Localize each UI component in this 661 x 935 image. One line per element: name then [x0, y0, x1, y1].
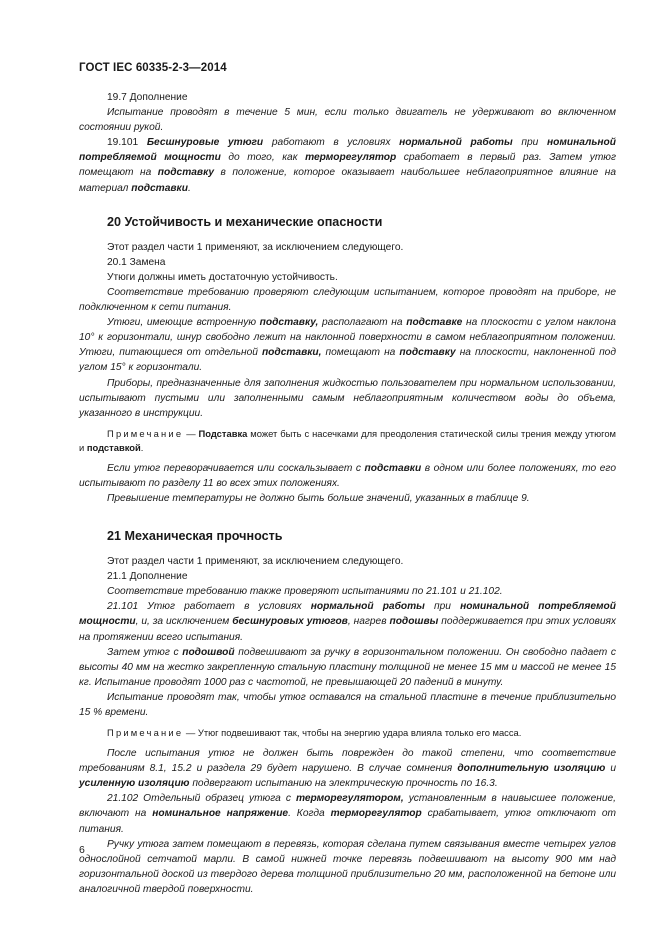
note-text: может быть с насечками для преодоления статической силы трения между утюгом и — [79, 427, 616, 453]
clause-text: при — [424, 601, 461, 613]
clause-text: поддерживается при этих условиях на протяжении всего испытания. — [79, 616, 617, 643]
note-text: Утюг подвешивают так, чтобы на энергию удара влияла только его масса. — [197, 727, 522, 739]
section-20-title: 20 Устойчивость и механические опасности — [107, 214, 383, 229]
liquid-filled-appliances-text — [79, 376, 616, 421]
clause-text: 21.1 Дополнение — [107, 571, 188, 583]
clause-text: на плоскости, наклоненной под углом 15° к горизонтали. — [79, 347, 616, 374]
clause-text: Если утюг переворачивается или соскальзывает с — [107, 462, 365, 474]
clause-text: сработает в первый раз. Затем утюг помещают на — [79, 152, 616, 179]
clause-text — [79, 137, 616, 193]
standard-title: ГОСТ IEC 60335-2-3—2014 — [79, 62, 227, 74]
drop-test-text — [79, 645, 616, 690]
clause-19-101 — [79, 135, 616, 195]
clause-text: располагают на — [318, 317, 407, 329]
clause-text: После испытания утюг не должен быть поврежден до такой степени, что соответствие требованиям 8.1, 15.2 и раздела 29 будет нарушено. В случае сомнения — [79, 748, 616, 775]
clause-text: помещают на — [321, 347, 400, 359]
note-dash: — — [183, 727, 198, 739]
clause-text: при — [512, 137, 547, 149]
term: Бесшнуровые утюги — [146, 137, 264, 149]
note-stand — [79, 427, 616, 455]
term: нормальной работы — [310, 601, 425, 613]
clause-text: в одном или более положениях, то его испытывают по разделу 11 во всех этих положениях. — [79, 462, 616, 489]
note-label: Примечание — [107, 427, 184, 439]
term: терморегулятором, — [295, 793, 404, 805]
clause-text: 21.101 Утюг работает в условиях — [107, 601, 311, 613]
term: усиленную изоляцию — [79, 778, 190, 790]
clause-text: Испытание проводят в течение 5 мин, если только двигатель не удерживают во включенном состоянии рукой. — [79, 107, 616, 134]
section-20-intro — [79, 240, 616, 255]
term: терморегулятор — [330, 808, 422, 820]
term: подставки — [131, 182, 188, 194]
note-dash: — — [183, 427, 199, 439]
clause-text: , и, за исключением — [135, 616, 233, 628]
clause-text: 20.1 Замена — [107, 256, 166, 268]
term: подставки — [364, 462, 422, 474]
term: Подставка — [198, 427, 248, 439]
clause-text: 19.7 Дополнение — [107, 92, 188, 103]
term: номинальное напряжение — [152, 808, 289, 820]
term: нормальной работы — [399, 137, 513, 149]
clause-text: Утюги, имеющие встроенную — [107, 317, 260, 329]
clause-21-1-heading — [79, 569, 616, 584]
term: подставку, — [259, 317, 319, 329]
term: подставки, — [261, 347, 322, 359]
clause-text: в положение, которое оказывает наибольшее неблагоприятное влияние на материал — [79, 167, 617, 194]
clause-text: Соответствие требованию также проверяют испытаниями по 21.101 и 21.102. — [107, 586, 503, 598]
term: бесшнуровых утюгов — [232, 616, 348, 628]
drop-test-duration-text — [79, 690, 616, 720]
document-body — [79, 90, 616, 897]
clause-21-102 — [79, 791, 616, 836]
term: подставку — [157, 167, 215, 179]
clause-19-7-text — [79, 105, 616, 135]
clause-21-1-text — [79, 584, 616, 599]
clause-text: до того, как — [220, 152, 306, 164]
clause-text: подвергают испытанию на электрическую прочность по 16.3. — [189, 778, 498, 790]
clause-text: Затем утюг с — [107, 646, 183, 658]
term: подставке — [406, 317, 463, 329]
term: терморегулятор — [305, 152, 397, 164]
section-21-intro — [79, 554, 616, 569]
clause-text: 21.102 Отдельный образец утюга с — [107, 793, 296, 805]
stability-test-text — [79, 315, 616, 375]
clause-text: Испытание проводят так, чтобы утюг оставался на стальной пластине в течение приблизительно 15 % времени. — [79, 691, 616, 718]
clause-text: 19.101 — [107, 137, 147, 149]
term: подставку — [399, 347, 456, 359]
note-text: . — [140, 441, 144, 453]
clause-text: работают в условиях — [263, 137, 400, 149]
clause-text: установленным в наивысшее положение, включают на — [79, 793, 617, 820]
clause-text: . Когда — [288, 808, 331, 820]
clause-text: на плоскости с углом наклона 10° к горизонтали, шнур свободно лежит на наклонной поверхности в самом неблагоприятном положении. Утюги, питающиеся от отдельной — [79, 317, 617, 359]
overturn-text — [79, 461, 616, 491]
clause-text: , нагрев — [347, 616, 390, 628]
page-number: 6 — [79, 844, 85, 856]
handle-sling-text — [79, 837, 616, 897]
term: номинальной потребляемой мощности — [79, 137, 617, 164]
clause-text: Превышение температуры не должно быть больше значений, указанных в таблице 9. — [107, 492, 530, 504]
term: подставкой — [86, 441, 141, 453]
clause-text: Соответствие требованию проверяют следующим испытанием, которое проводят на приборе, не подключенном к сети питания. — [79, 286, 616, 314]
note-suspension — [79, 726, 616, 740]
term: подошвой — [182, 646, 235, 658]
clause-text: Утюги должны иметь достаточную устойчивость. — [107, 271, 338, 283]
clause-21-101 — [79, 599, 616, 644]
clause-20-1-heading — [79, 255, 616, 270]
temperature-rise-text — [79, 491, 616, 506]
clause-text: Этот раздел части 1 применяют, за исключением следующего. — [107, 241, 404, 253]
term: подошвы — [389, 616, 439, 628]
clause-text: и — [605, 763, 616, 775]
clause-text: . — [187, 182, 191, 194]
clause-19-7-heading — [79, 90, 616, 105]
clause-text: Приборы, предназначенные для заполнения жидкостью пользователем при нормальном использовании, испытывают пустыми или заполненными самым неблагоприятным количеством воды до объема, указанного в инструкции. — [79, 377, 616, 419]
clause-text: подвешивают за ручку в горизонтальном положении. Он свободно падает с высоты 40 мм на жестко закрепленную стальную пластину толщиной не менее 15 мм и массой не менее 15 кг. Испытание проводят 1000 раз с частотой, не превышающей 20 падений в минуту. — [79, 646, 616, 688]
compliance-text — [79, 285, 616, 315]
after-test-text — [79, 746, 616, 791]
note-label: Примечание — [107, 727, 184, 739]
clause-text: срабатывает, утюг отключают от питания. — [79, 808, 616, 835]
clause-text: Этот раздел части 1 применяют, за исключением следующего. — [107, 556, 404, 568]
section-21-title: 21 Механическая прочность — [107, 529, 283, 544]
clause-text: Ручку утюга затем помещают в перевязь, которая сделана путем связывания вместе четырех углов однослойной сетчатой марли. В самой нижней точке перевязь подвешивают на высоту 900 мм над горизонтальной доской из твердого дерева толщиной приблизительно 20 мм, расположенной на бетоне или аналогичной твердой поверхности. — [79, 838, 616, 895]
term: дополнительную изоляцию — [457, 763, 606, 775]
term: номинальной потребляемой мощности — [79, 601, 616, 628]
clause-20-1-text — [79, 270, 616, 285]
